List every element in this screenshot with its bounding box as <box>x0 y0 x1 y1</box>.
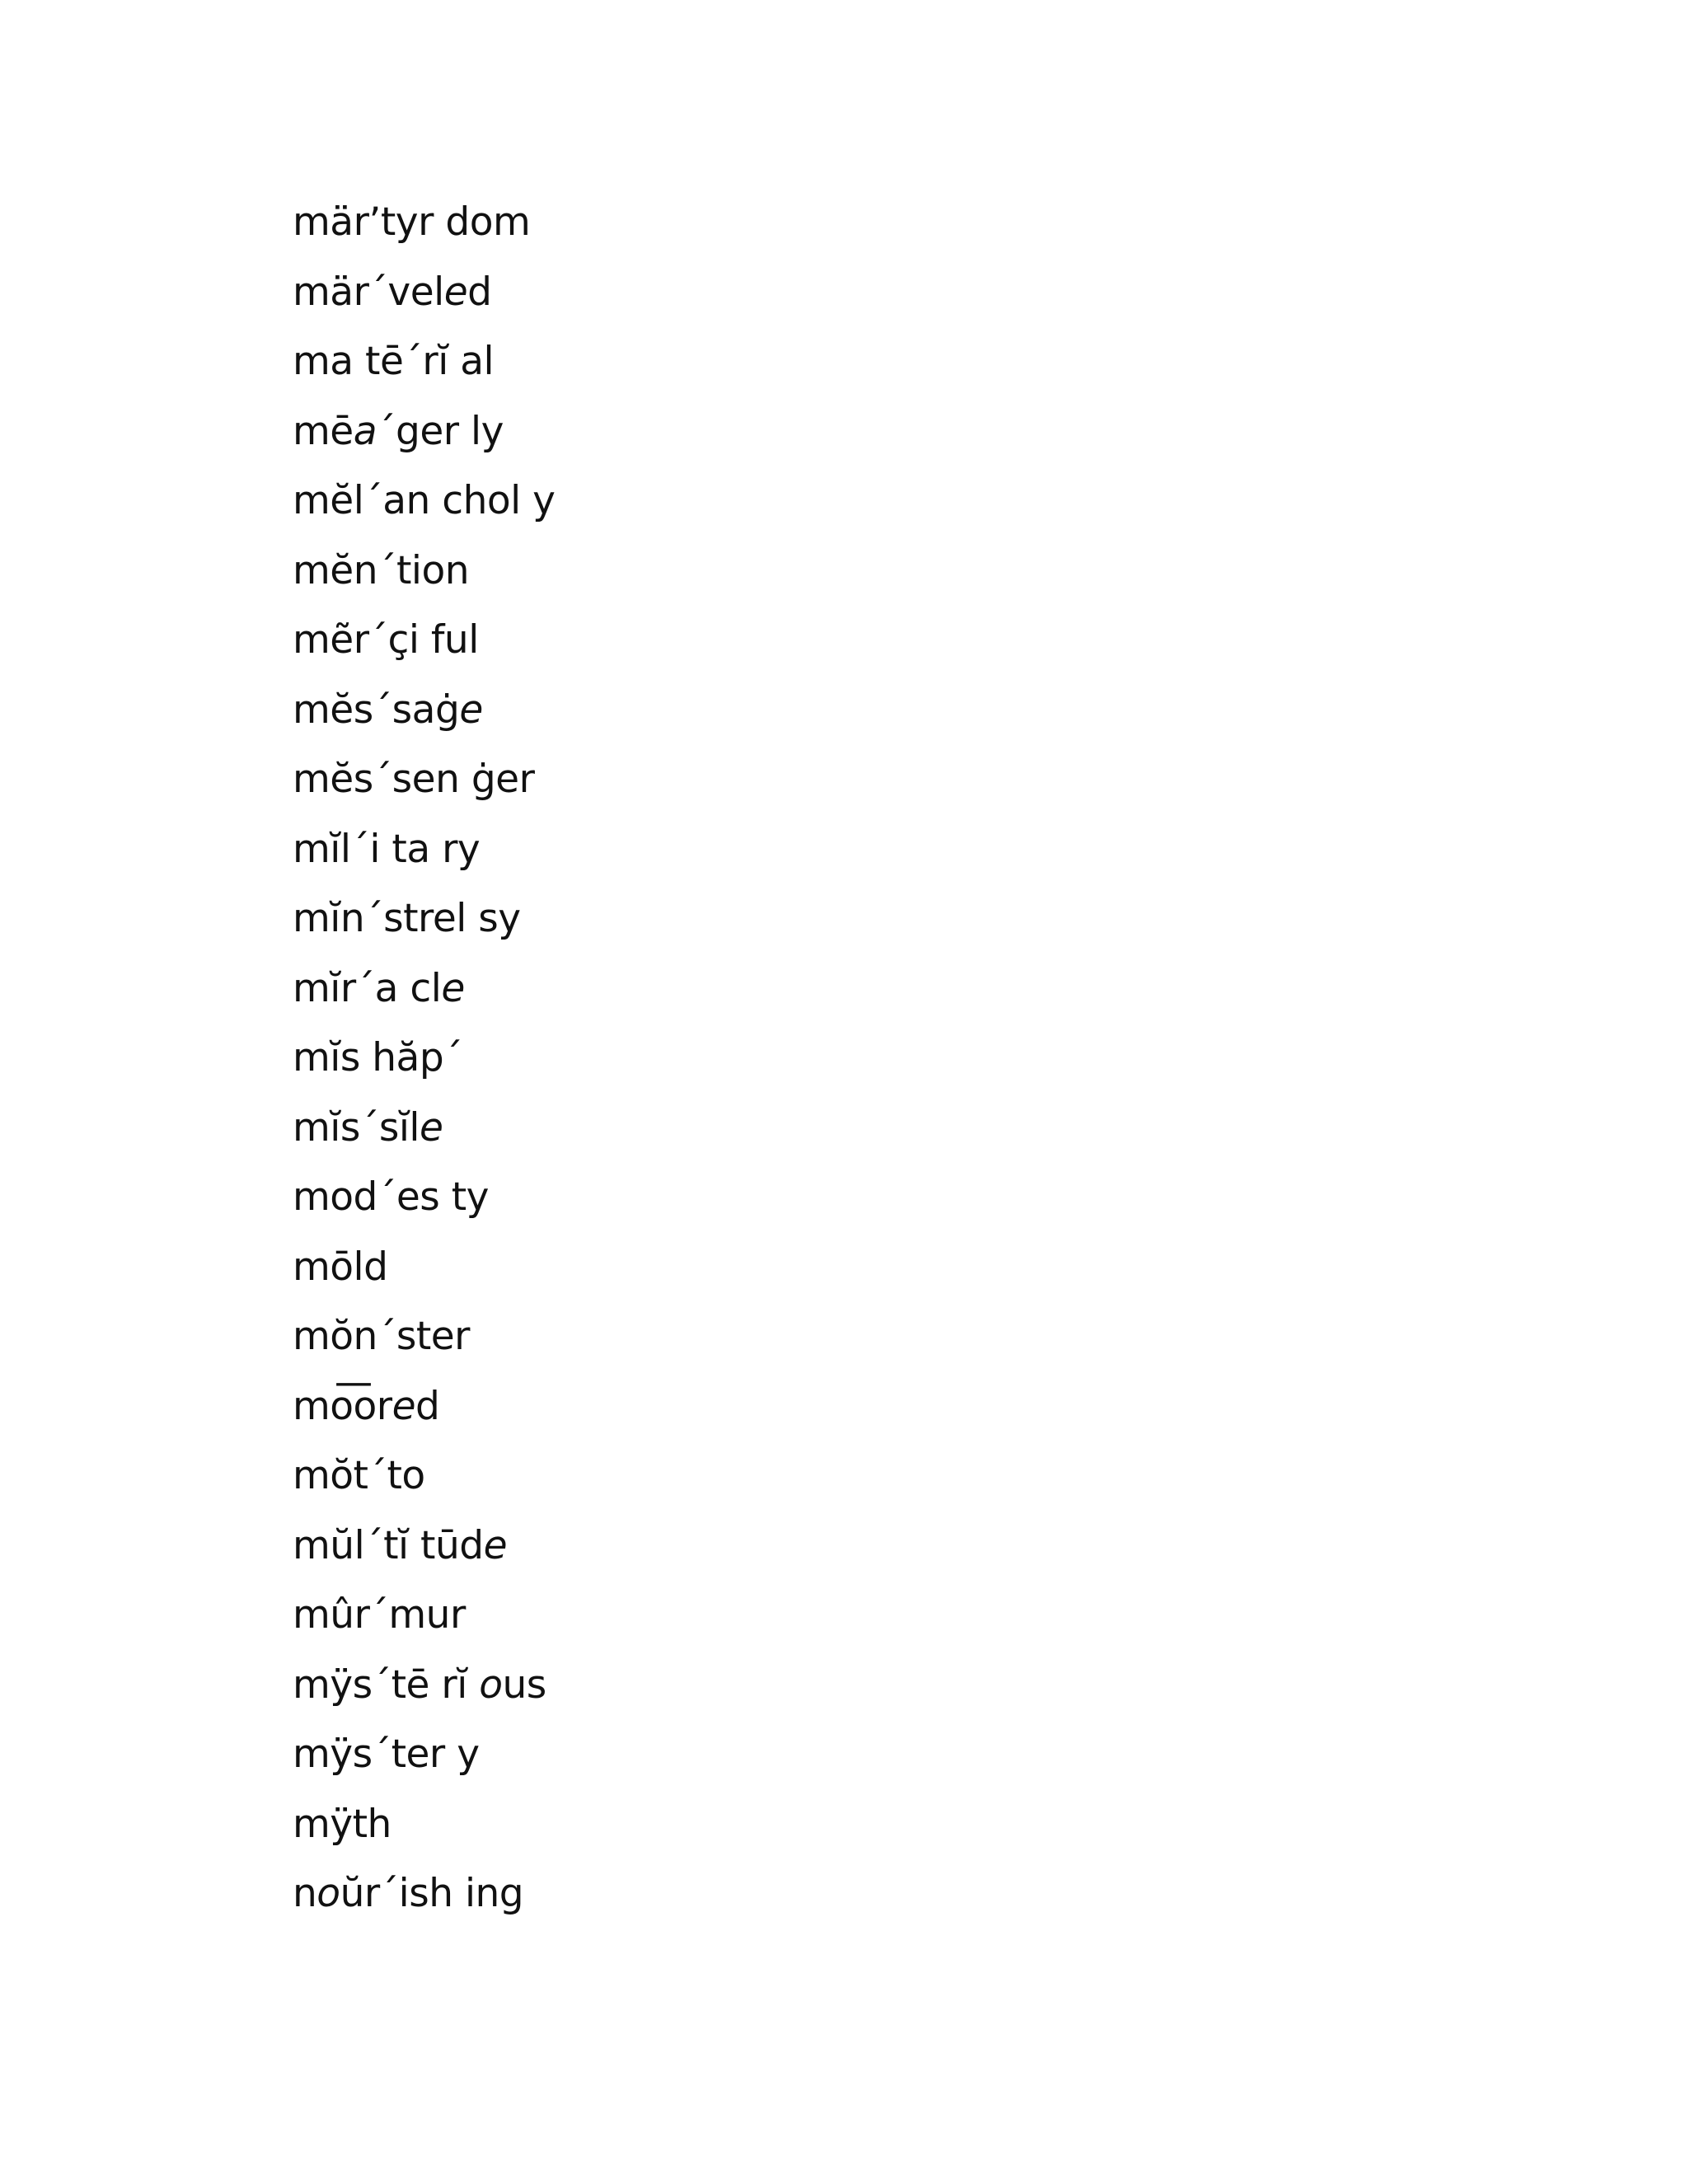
word-entry <box>293 1511 555 1582</box>
word-segment: mĕs´sen ġer <box>293 757 535 802</box>
word-segment: mĭs´sĭl <box>293 1104 420 1151</box>
word-entry <box>293 188 555 258</box>
italic-segment: e <box>441 965 465 1011</box>
word-entry <box>293 1094 555 1164</box>
italic-segment: e <box>459 687 483 733</box>
word-segment: n <box>293 1871 317 1916</box>
word-segment: mĕn´tion <box>293 547 470 593</box>
word-entry <box>293 745 555 815</box>
word-segment: mẽr´çi ful <box>293 617 479 663</box>
word-entry <box>293 606 555 676</box>
word-entry <box>293 1163 555 1233</box>
word-entry <box>293 1441 555 1511</box>
word-entry <box>293 1651 555 1721</box>
word-segment: d <box>415 1383 440 1429</box>
word-segment: mŏt´to <box>293 1453 425 1498</box>
word-segment: mōld <box>293 1244 388 1290</box>
word-list <box>293 188 555 1929</box>
word-entry <box>293 537 555 607</box>
word-segment: us <box>502 1661 546 1708</box>
word-entry <box>293 397 555 467</box>
word-entry <box>293 676 555 746</box>
word-segment: mÿs´ter y <box>293 1732 480 1777</box>
word-segment: mo͞or <box>293 1383 392 1429</box>
word-segment: mûr´mur <box>293 1592 466 1638</box>
word-segment: mĕl´an chol y <box>293 478 556 523</box>
word-segment: ´ger ly <box>377 408 504 454</box>
word-segment: mŭl´tĭ tūd <box>293 1522 484 1568</box>
word-segment: mē <box>293 408 354 454</box>
word-segment: mär’tyr dom <box>293 199 531 245</box>
italic-segment: a <box>353 408 377 454</box>
word-entry <box>293 1233 555 1303</box>
italic-segment: e <box>483 1522 508 1568</box>
italic-segment: e <box>443 269 468 315</box>
word-segment: mĭn´strel sy <box>293 896 521 941</box>
word-segment: ŭr´ish ing <box>340 1871 524 1916</box>
word-segment: mĭr´a cl <box>293 965 442 1011</box>
word-segment: mÿth <box>293 1801 392 1847</box>
word-segment: mĭl´i ta ry <box>293 826 481 872</box>
italic-segment: e <box>392 1383 416 1429</box>
word-entry <box>293 1720 555 1790</box>
word-entry <box>293 1859 555 1929</box>
word-segment: mŏn´ster <box>293 1314 470 1359</box>
word-entry <box>293 954 555 1024</box>
word-segment: mÿs´tē rĭ <box>293 1661 480 1708</box>
word-segment: ma tē´rĭ al <box>293 339 495 384</box>
italic-segment: o <box>479 1661 503 1708</box>
word-entry <box>293 466 555 537</box>
word-entry <box>293 258 555 328</box>
italic-segment: o <box>316 1871 340 1916</box>
word-entry <box>293 884 555 954</box>
word-entry <box>293 815 555 885</box>
word-segment: mĕs´saġ <box>293 687 460 733</box>
word-entry <box>293 1581 555 1651</box>
word-entry <box>293 1302 555 1372</box>
word-segment: mär´vel <box>293 269 444 315</box>
word-segment: d <box>467 269 492 315</box>
word-entry <box>293 1372 555 1442</box>
word-entry <box>293 1790 555 1860</box>
italic-segment: e <box>419 1104 443 1151</box>
word-entry <box>293 327 555 397</box>
word-segment: mĭs hăp´ <box>293 1035 463 1080</box>
word-entry <box>293 1024 555 1094</box>
word-segment: mod´es ty <box>293 1174 489 1220</box>
